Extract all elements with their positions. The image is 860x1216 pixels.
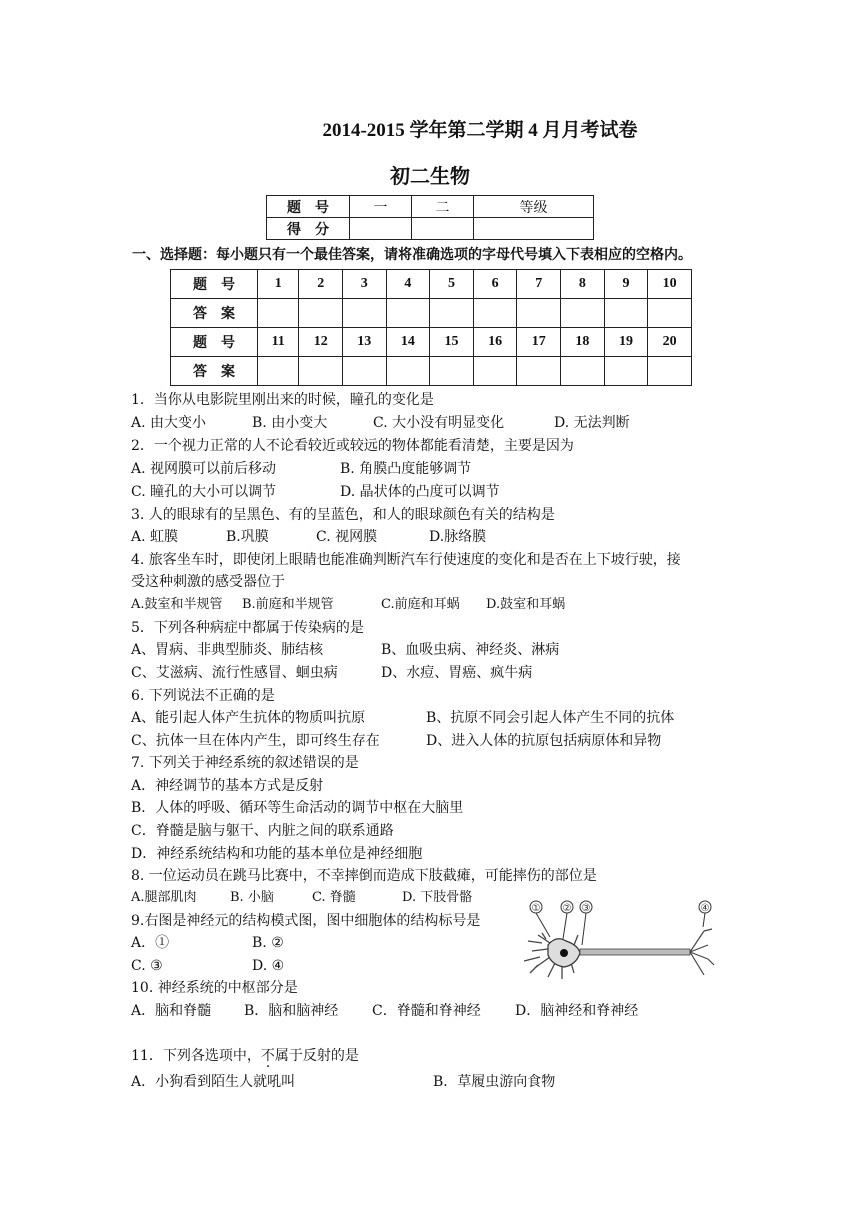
score-header-cell: 二 [412, 196, 474, 218]
answer-number-cell: 18 [561, 328, 605, 357]
question-option: C、艾滋病、流行性感冒、蛔虫病 [131, 665, 338, 681]
question-stem: 1．当你从电影院里刚出来的时候，瞳孔的变化是 [131, 392, 434, 408]
question-option: B. ② [252, 935, 284, 951]
question-option: A．脑和脊髓 [131, 1003, 212, 1019]
answer-number-cell: 7 [517, 270, 561, 299]
answer-number-cell: 20 [648, 328, 692, 357]
answer-table-label: 答 案 [171, 357, 258, 386]
answer-table-label: 答 案 [171, 299, 258, 328]
question-stem: 9.右图是神经元的结构模式图，图中细胞体的结构标号是 [131, 913, 481, 929]
question-option: A. 由大变小 [131, 415, 207, 431]
question-option: D. 晶状体的凸度可以调节 [340, 484, 500, 500]
question-option: B. 由小变大 [252, 415, 328, 431]
answer-number-cell: 11 [258, 328, 299, 357]
question-stem: 4. 旅客坐车时，即使闭上眼睛也能准确判断汽车行使速度的变化和是否在上下坡行驶，接 [131, 552, 681, 568]
question-option: D.脉络膜 [429, 529, 487, 545]
score-header-cell: 一 [350, 196, 412, 218]
question-option: A．神经调节的基本方式是反射 [131, 778, 324, 794]
question-option: B、抗原不同会引起人体产生不同的抗体 [426, 710, 675, 726]
question-option: D、进入人体的抗原包括病原体和异物 [426, 733, 662, 749]
question-option: D. 下肢骨骼 [402, 890, 473, 905]
question-option: C. 视网膜 [316, 529, 378, 545]
answer-table [170, 269, 692, 386]
section-heading: 一、选择题：每小题只有一个最佳答案，请将准确选项的字母代号填入下表相应的空格内。 [132, 247, 692, 263]
question-stem: 7. 下列关于神经系统的叙述错误的是 [131, 755, 359, 771]
answer-blank-cell[interactable] [604, 299, 648, 328]
question-stem: 5．下列各种病症中都属于传染病的是 [131, 620, 364, 636]
answer-number-cell: 2 [299, 270, 343, 299]
answer-blank-cell[interactable] [343, 299, 387, 328]
answer-number-cell: 9 [604, 270, 648, 299]
answer-number-cell: 17 [517, 328, 561, 357]
question-option: C.前庭和耳蜗 [381, 597, 460, 612]
answer-number-cell: 10 [648, 270, 692, 299]
answer-number-cell: 14 [386, 328, 430, 357]
exam-title: 2014-2015 学年第二学期 4 月月考试卷 [322, 120, 638, 141]
answer-number-cell: 6 [473, 270, 517, 299]
answer-number-cell: 5 [430, 270, 474, 299]
question-stem: 3. 人的眼球有的呈黑色、有的呈蓝色，和人的眼球颜色有关的结构是 [131, 507, 555, 523]
stem-part: 反射的是 [302, 1048, 359, 1064]
question-option: A、能引起人体产生抗体的物质叫抗原 [131, 710, 366, 726]
score-label-cell: 得 分 [267, 218, 350, 240]
question-option: B．脑和脑神经 [244, 1003, 339, 1019]
stem-part: 11．下列各选项中， [131, 1048, 261, 1064]
question-option: D. 无法判断 [554, 415, 630, 431]
axon-shape [580, 949, 690, 955]
score-header-cell: 题 号 [267, 196, 350, 218]
answer-blank-cell[interactable] [299, 357, 343, 386]
question-option: B.巩膜 [226, 529, 269, 545]
score-cell [412, 218, 474, 240]
question-option: A. 虹膜 [131, 529, 179, 545]
question-option: B、血吸虫病、神经炎、淋病 [381, 642, 560, 658]
answer-blank-cell[interactable] [299, 299, 343, 328]
figure-label: ③ [581, 903, 591, 914]
question-option: D. ④ [252, 958, 285, 974]
nucleus-shape [560, 949, 568, 957]
question-stem: 8. 一位运动员在跳马比赛中，不幸摔倒而造成下肢截瘫，可能摔伤的部位是 [131, 868, 597, 884]
answer-number-cell: 13 [343, 328, 387, 357]
question-option: A.腿部肌肉 [131, 890, 197, 905]
question-option: A．① [131, 935, 170, 951]
emphasized-text: 不属于 [260, 1048, 303, 1064]
question-option: C. 大小没有明显变化 [373, 415, 505, 431]
answer-blank-cell[interactable] [648, 299, 692, 328]
answer-number-cell: 8 [561, 270, 605, 299]
answer-blank-cell[interactable] [473, 357, 517, 386]
question-option: A.鼓室和半规管 [131, 597, 223, 612]
answer-number-cell: 15 [430, 328, 474, 357]
answer-blank-cell[interactable] [258, 299, 299, 328]
question-stem: 10. 神经系统的中枢部分是 [131, 980, 298, 996]
neuron-diagram [518, 895, 716, 987]
answer-table-label: 题 号 [171, 270, 258, 299]
score-header-cell: 等级 [474, 196, 594, 218]
question-option: A、胃病、非典型肺炎、肺结核 [131, 642, 324, 658]
question-option: A．小狗看到陌生人就吼叫 [131, 1074, 296, 1090]
score-table [266, 195, 594, 240]
answer-blank-cell[interactable] [386, 299, 430, 328]
question-option: D、水痘、胃癌、疯牛病 [381, 665, 533, 681]
answer-blank-cell[interactable] [386, 357, 430, 386]
question-option: B. 角膜凸度能够调节 [340, 461, 472, 477]
answer-row [171, 357, 692, 386]
answer-number-cell: 1 [258, 270, 299, 299]
question-option: B．人体的呼吸、循环等生命活动的调节中枢在大脑里 [131, 800, 464, 816]
answer-blank-cell[interactable] [561, 299, 605, 328]
answer-blank-cell[interactable] [648, 357, 692, 386]
answer-table-label: 题 号 [171, 328, 258, 357]
answer-number-cell: 4 [386, 270, 430, 299]
answer-number-row [171, 270, 692, 299]
answer-blank-cell[interactable] [517, 357, 561, 386]
question-option: C. 瞳孔的大小可以调节 [131, 484, 277, 500]
question-option: B. 小脑 [230, 890, 274, 905]
answer-blank-cell[interactable] [258, 357, 299, 386]
answer-blank-cell[interactable] [430, 299, 474, 328]
question-option: C. 脊髓 [312, 890, 356, 905]
question-option: D.鼓室和耳蜗 [486, 597, 566, 612]
score-cell [474, 218, 594, 240]
figure-label: ④ [700, 903, 710, 914]
answer-row [171, 299, 692, 328]
answer-number-cell: 3 [343, 270, 387, 299]
question-stem: 2．一个视力正常的人不论看较近或较远的物体都能看清楚，主要是因为 [131, 438, 574, 454]
answer-blank-cell[interactable] [343, 357, 387, 386]
figure-label: ① [531, 903, 541, 914]
question-option: D．脑神经和脊神经 [515, 1003, 639, 1019]
question-stem: 6. 下列说法不正确的是 [131, 688, 275, 704]
question-option: B.前庭和半规管 [242, 597, 334, 612]
exam-subject: 初二生物 [390, 166, 470, 188]
score-cell [350, 218, 412, 240]
answer-number-cell: 12 [299, 328, 343, 357]
figure-label: ② [562, 903, 572, 914]
question-option: C. ③ [131, 958, 163, 974]
question-stem-continued: 受这种刺激的感受器位于 [131, 574, 285, 590]
answer-blank-cell[interactable] [604, 357, 648, 386]
answer-number-cell: 19 [604, 328, 648, 357]
question-option: C．脊髓是脑与躯干、内脏之间的联系通路 [131, 823, 394, 839]
question-option: B．草履虫游向食物 [433, 1074, 556, 1090]
answer-number-row [171, 328, 692, 357]
answer-blank-cell[interactable] [517, 299, 561, 328]
question-option: C、抗体一旦在体内产生，即可终生存在 [131, 733, 380, 749]
question-option: D．神经系统结构和功能的基本单位是神经细胞 [131, 846, 423, 862]
answer-blank-cell[interactable] [561, 357, 605, 386]
answer-number-cell: 16 [473, 328, 517, 357]
question-option: A. 视网膜可以前后移动 [131, 461, 277, 477]
answer-blank-cell[interactable] [430, 357, 474, 386]
question-option: C．脊髓和脊神经 [372, 1003, 481, 1019]
answer-blank-cell[interactable] [473, 299, 517, 328]
question-stem [131, 1046, 359, 1066]
